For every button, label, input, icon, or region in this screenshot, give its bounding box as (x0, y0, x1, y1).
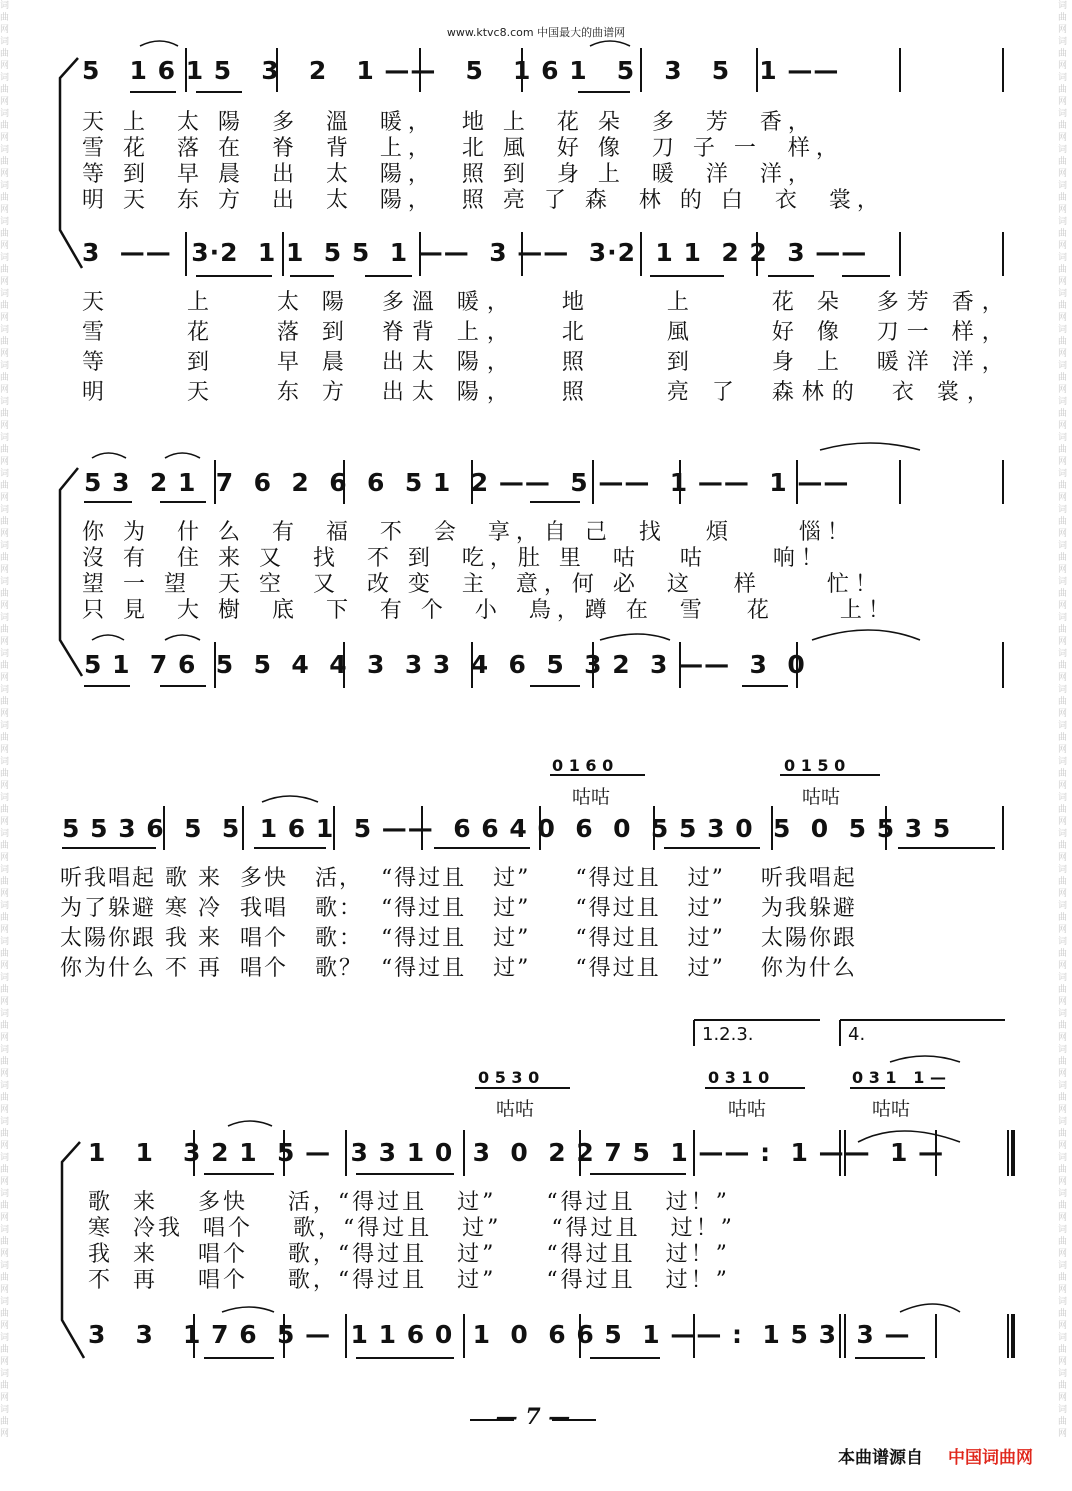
left-watermark: 词曲网词曲网词曲网词曲网词曲网词曲网词曲网词曲网词曲网词曲网词曲网词曲网词曲网词曲网词曲网词曲网词曲网词曲网词曲网词曲网词曲网词曲网词曲网词曲网词曲网词曲网词曲网词曲网词曲网词曲网词曲网词曲网词曲网词曲网词曲网词曲网词曲网词曲网词曲网词曲网 (0, 1, 10, 1439)
lower-verse-4: 明 天 东 方 出太 陽， 照 亮 了 森林的 衣 裳， (82, 380, 997, 405)
lower-verse-2: 雪 花 落 到 脊背 上， 北 風 好 像 刀一 样， (82, 320, 1012, 345)
verse-4: 不 再 唱个 歌，“得过且 过” “得过且 过！” (88, 1268, 730, 1293)
system3-cue1-notes: 0 1 6 0 (552, 756, 614, 775)
volta-first-ending: 1.2.3. (702, 1024, 754, 1045)
source-brand: 中国词曲网 (948, 1448, 1033, 1468)
source-label: 本曲谱源自 (838, 1448, 923, 1468)
system4-lyrics (88, 1190, 735, 1294)
verse-1: 天 上 太 陽 多 溫 暖， 地 上 花 朵 多 芳 香， (82, 110, 816, 135)
system4-cue2-word: 咕咕 (728, 1098, 767, 1120)
system4-cue3-word: 咕咕 (872, 1098, 911, 1120)
brace-4 (62, 1142, 84, 1358)
brace-1 (60, 58, 82, 268)
verse-3: 等 到 早 晨 出 太 陽， 照 到 身 上 暖 洋 洋， (82, 162, 816, 187)
system4-cue1-notes: 0 5 3 0 (478, 1068, 540, 1087)
verse-3: 我 来 唱个 歌，“得过且 过” “得过且 过！” (88, 1242, 730, 1267)
verse-4: 你为什么 不 再 唱个 歌？ “得过且 过” “得过且 过” 你为什么 (60, 956, 857, 981)
system3-cue1-word: 咕咕 (572, 786, 611, 808)
system3-lyrics (60, 864, 857, 984)
page-number: — 7 — (495, 1404, 571, 1430)
system2-upper-notes: 5 3 2 1 7 6 2 6 6 5 1 2 —— 5 —— 1 —— 1 —— (84, 468, 850, 497)
system1-upper-notes: 5 1 6 1 5 3 2 1 —— 5 1 6 1 5 3 5 1 —— (82, 56, 840, 85)
verse-1: 歌 来 多快 活，“得过且 过” “得过且 过！” (88, 1190, 730, 1215)
system4-cue1-word: 咕咕 (496, 1098, 535, 1120)
verse-3: 望 一 望 天 空 又 改 变 主 意，何 必 这 样 忙！ (82, 572, 883, 597)
system4-cue3-notes: 0 3 1 1 — (852, 1068, 946, 1087)
verse-4: 明 天 东 方 出 太 陽， 照 亮 了 森 林 的 白 衣 裳， (82, 188, 885, 213)
system4-lower-notes: 3 3 1 7 6 5 — 1 1 6 0 1 0 6 6 5 1 —— : 1 5 3 3 — (88, 1320, 911, 1349)
system3-notes: 5 5 3 6 5 5 1 6 1 5 —— 6 6 4 0 6 0 5 5 3 0 5 0 5 5 3 5 (62, 814, 952, 843)
system1-lower-lyrics (82, 288, 1012, 408)
verse-2: 雪 花 落 在 脊 背 上， 北 風 好 像 刀 子 一 样， (82, 136, 844, 161)
system3-cue2-notes: 0 1 5 0 (784, 756, 846, 775)
verse-2: 沒 有 住 来 又 找 不 到 吃，肚 里 咕 咕 响！ (82, 546, 829, 571)
verse-2: 为了躲避 寒 冷 我唱 歌： “得过且 过” “得过且 过” 为我躲避 (60, 896, 857, 921)
lower-verse-1: 天 上 太 陽 多溫 暖， 地 上 花 朵 多芳 香， (82, 290, 1012, 315)
system4-cue2-notes: 0 3 1 0 (708, 1068, 770, 1087)
verse-3: 太陽你跟 我 来 唱个 歌： “得过且 过” “得过且 过” 太陽你跟 (60, 926, 857, 951)
system1-lower-notes: 3 —— 3·2 1 1 5 5 1 —— 3 —— 3·2 1 1 2 2 3 —— (82, 238, 868, 267)
brace-2 (60, 468, 82, 676)
lower-verse-3: 等 到 早 晨 出太 陽， 照 到 身 上 暖洋 洋， (82, 350, 1012, 375)
system4-upper-notes: 1 1 3 2 1 5 — 3 3 1 0 3 0 2 2 7 5 1 —— : 1 —— 1 — (88, 1138, 945, 1167)
system2-lyrics (82, 520, 896, 624)
system1-lyrics (82, 110, 885, 214)
system2-lower-notes: 5 1 7 6 5 5 4 4 3 3 3 4 6 5 3 2 3 —— 3 0 (84, 650, 806, 679)
verse-2: 寒 冷我 唱个 歌，“得过且 过” “得过且 过！” (88, 1216, 735, 1241)
site-header: www.ktvc8.com 中国最大的曲谱网 (446, 26, 626, 39)
verse-1: 听我唱起 歌 来 多快 活， “得过且 过” “得过且 过” 听我唱起 (60, 866, 857, 891)
verse-1: 你 为 什 么 有 福 不 会 享，自 己 找 煩 惱！ (82, 520, 855, 545)
right-watermark: 词曲网词曲网词曲网词曲网词曲网词曲网词曲网词曲网词曲网词曲网词曲网词曲网词曲网词曲网词曲网词曲网词曲网词曲网词曲网词曲网词曲网词曲网词曲网词曲网词曲网词曲网词曲网词曲网词曲网词曲网词曲网词曲网词曲网词曲网词曲网词曲网词曲网词曲网词曲网词曲网 (1058, 1, 1068, 1439)
verse-4: 只 見 大 樹 底 下 有 个 小 鳥，蹲 在 雪 花 上！ (82, 598, 896, 623)
system3-cue2-word: 咕咕 (802, 786, 841, 808)
volta-second-ending: 4. (848, 1024, 866, 1045)
